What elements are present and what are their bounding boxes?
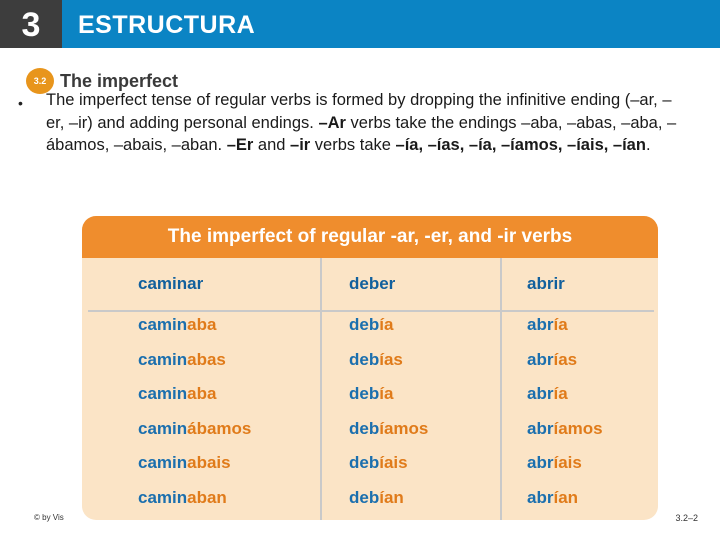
conjugation-cell (349, 350, 403, 370)
para-text-5: . (645, 136, 651, 154)
verb-stem: deb (349, 419, 380, 438)
verb-ending: ías (379, 350, 403, 369)
subsection-badge: 3.2 (26, 68, 54, 94)
conjugation-cell (527, 453, 582, 473)
ar-label: –Ar (318, 113, 346, 132)
conjugation-cell (138, 419, 251, 439)
verb-ending: ías (553, 350, 578, 369)
verb-ending: abais (187, 453, 231, 472)
conjugation-cell (349, 315, 393, 335)
verb-ending: íais (379, 453, 408, 472)
para-text-2: verbs take the endings –aba, –abas, –aba, –ábamos, –abais, –aban. (46, 113, 677, 154)
conjugation-cell (349, 384, 393, 404)
conjugation-cell (527, 315, 568, 335)
para-text-4: verbs take (310, 136, 396, 154)
verb-stem: abr (527, 384, 554, 403)
conjugation-cell (138, 350, 226, 370)
verb-ending: íamos (553, 419, 603, 438)
conjugation-cell (138, 384, 216, 404)
verb-stem: deb (349, 384, 380, 403)
verb-ending: ía (379, 315, 394, 334)
verb-ending: abas (187, 350, 226, 369)
verb-stem: camin (138, 350, 188, 369)
verb-ending: íais (553, 453, 582, 472)
verb-ending: ían (379, 488, 404, 507)
verb-ending: aban (187, 488, 227, 507)
para-text-1: The imperfect tense of regular verbs is formed by dropping the infinitive ending (–ar, –er, –ir) and adding personal endings. (46, 91, 672, 132)
chapter-number: 3 (0, 0, 62, 48)
verb-stem: deb (349, 488, 380, 507)
conjugation-cell (349, 419, 428, 439)
column-divider (500, 258, 502, 520)
infinitive-abrir: abrir (527, 274, 565, 293)
conjugation-cell (527, 419, 603, 439)
verb-ending: ía (379, 384, 394, 403)
verb-ending: aba (187, 384, 217, 403)
explanation-paragraph (46, 89, 686, 157)
verb-stem: camin (138, 315, 188, 334)
verb-ending: ía (553, 384, 568, 403)
infinitive-deber: deber (349, 274, 396, 293)
conjugation-cell (138, 488, 227, 508)
verb-stem: camin (138, 419, 188, 438)
verb-stem: deb (349, 315, 380, 334)
verb-ending: íamos (379, 419, 429, 438)
conjugation-cell (138, 315, 216, 335)
conjugation-cell (527, 350, 577, 370)
verb-stem: abr (527, 453, 554, 472)
verb-stem: deb (349, 453, 380, 472)
table-title: The imperfect of regular -ar, -er, and -ir verbs (167, 226, 573, 247)
ir-label: –ir (290, 136, 311, 154)
column-divider (320, 258, 322, 520)
verb-stem: abr (527, 419, 554, 438)
para-text-3: and (253, 136, 291, 154)
verb-stem: camin (138, 384, 188, 403)
conjugation-cell (527, 488, 578, 508)
conjugation-cell (349, 453, 408, 473)
conjugation-cell (138, 453, 231, 473)
copyright-text: © by Vis (34, 513, 64, 522)
verb-ending: ían (553, 488, 579, 507)
verb-stem: abr (527, 350, 554, 369)
page-number: 3.2–2 (675, 513, 698, 523)
verb-stem: abr (527, 315, 554, 334)
er-ir-endings: –ía, –ías, –ía, –íamos, –íais, –ían (395, 136, 646, 154)
er-label: –Er (226, 136, 254, 154)
verb-stem: camin (138, 453, 188, 472)
verb-ending: ábamos (187, 419, 252, 438)
subsection-title: The imperfect (60, 71, 179, 91)
section-label: ESTRUCTURA (78, 11, 256, 39)
conjugation-cell (349, 488, 404, 508)
verb-stem: abr (527, 488, 554, 507)
row-divider (88, 310, 654, 312)
infinitive-caminar: caminar (138, 274, 204, 293)
conjugation-cell (527, 384, 568, 404)
verb-stem: deb (349, 350, 380, 369)
verb-stem: camin (138, 488, 188, 507)
bullet-icon: • (18, 95, 23, 111)
verb-ending: ía (553, 315, 568, 334)
verb-ending: aba (187, 315, 217, 334)
